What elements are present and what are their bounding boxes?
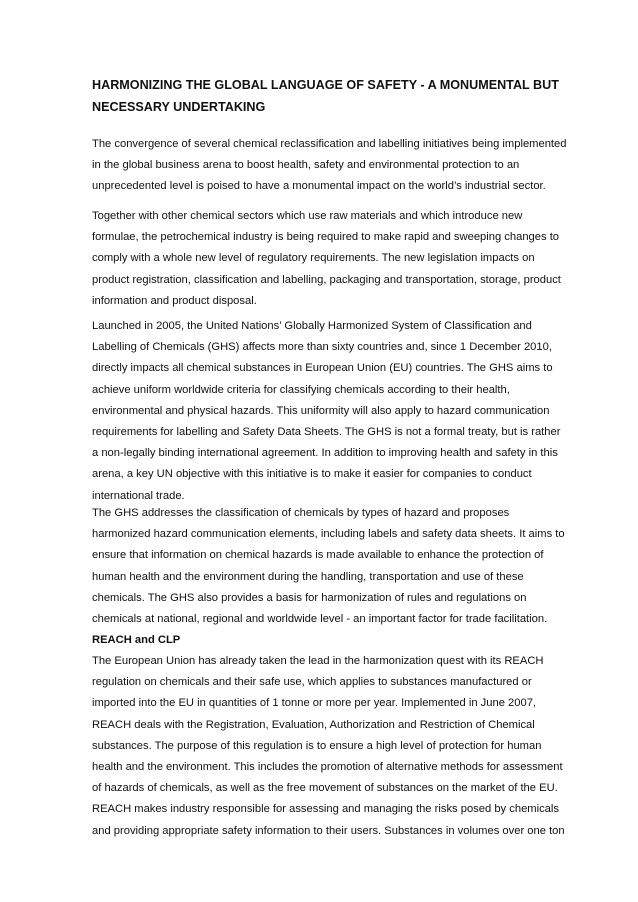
text-line: in the global business arena to boost health, safety and environmental protection to an: [92, 159, 520, 172]
paragraph-convergence: [92, 134, 567, 198]
text-line: substances. The purpose of this regulation is to ensure a high level of protection for human: [92, 739, 542, 752]
text-line: chemicals. The GHS also provides a basis for harmonization of rules and regulations on: [92, 591, 527, 604]
text-line: international trade.: [92, 489, 185, 502]
paragraph-ghs-addresses: [92, 503, 565, 630]
text-line: unprecedented level is poised to have a monumental impact on the world’s industrial sector.: [92, 180, 546, 193]
text-line: REACH deals with the Registration, Evaluation, Authorization and Restriction of Chemical: [92, 718, 535, 731]
text-line: product registration, classification and labelling, packaging and transportation, storage, product: [92, 273, 561, 286]
text-line: Labelling of Chemicals (GHS) affects more than sixty countries and, since 1 December 2010,: [92, 341, 552, 354]
text-line: achieve uniform worldwide criteria for classifying chemicals according to their health,: [92, 383, 510, 396]
text-line: health and the environment. This includes the promotion of alternative methods for assessment: [92, 761, 563, 774]
text-line: information and product disposal.: [92, 294, 257, 307]
text-line: environmental and physical hazards. This uniformity will also apply to hazard communication: [92, 404, 550, 417]
text-line: of hazards of chemicals, as well as the free movement of substances on the market of the EU.: [92, 782, 558, 795]
document-title: [92, 75, 562, 118]
text-line: arena, a key UN objective with this initiative is to make it easier for companies to conduct: [92, 468, 532, 481]
paragraph-petrochemical: [92, 206, 562, 312]
text-line: formulae, the petrochemical industry is being required to make rapid and sweeping changes to: [92, 231, 560, 244]
text-line: regulation on chemicals and their safe use, which applies to substances manufactured or: [92, 676, 532, 689]
text-line: The GHS addresses the classification of chemicals by types of hazard and proposes: [92, 507, 510, 519]
text-line: ensure that information on chemical hazards is made available to enhance the protection of: [92, 549, 544, 562]
text-line: REACH makes industry responsible for assessing and managing the risks posed by chemicals: [92, 803, 559, 816]
text-line: directly impacts all chemical substances in European Union (EU) countries. The GHS aims to: [92, 362, 553, 375]
text-line: human health and the environment during the handling, transportation and use of these: [92, 570, 524, 583]
section-heading-reach-clp: REACH and CLP: [92, 634, 181, 646]
text-line: and providing appropriate safety information to their users. Substances in volumes over one ton: [92, 824, 565, 837]
text-line: Together with other chemical sectors which use raw materials and which introduce new: [92, 210, 523, 222]
text-line: The European Union has already taken the lead in the harmonization quest with its REACH: [92, 655, 544, 667]
text-line: requirements for labelling and Safety Data Sheets. The GHS is not a formal treaty, but is rather: [92, 426, 561, 439]
text-line: Launched in 2005, the United Nations’ Globally Harmonized System of Classification and: [92, 320, 532, 332]
title-line: NECESSARY UNDERTAKING: [92, 99, 266, 114]
text-line: a non-legally binding international agreement. In addition to improving health and safety in this: [92, 447, 558, 460]
text-line: imported into the EU in quantities of 1 tonne or more per year. Implemented in June 2007,: [92, 697, 537, 710]
title-line: HARMONIZING THE GLOBAL LANGUAGE OF SAFETY - A MONUMENTAL BUT: [92, 78, 559, 92]
text-line: chemicals at national, regional and worldwide level - an important factor for trade facilitation.: [92, 613, 548, 626]
text-line: harmonized hazard communication elements, including labels and safety data sheets. It aims to: [92, 528, 565, 541]
paragraph-ghs-launch: [92, 316, 562, 507]
text-line: comply with a whole new level of regulatory requirements. The new legislation impacts on: [92, 252, 535, 265]
text-line: The convergence of several chemical reclassification and labelling initiatives being implemented: [92, 138, 567, 150]
paragraph-reach: [92, 651, 565, 842]
